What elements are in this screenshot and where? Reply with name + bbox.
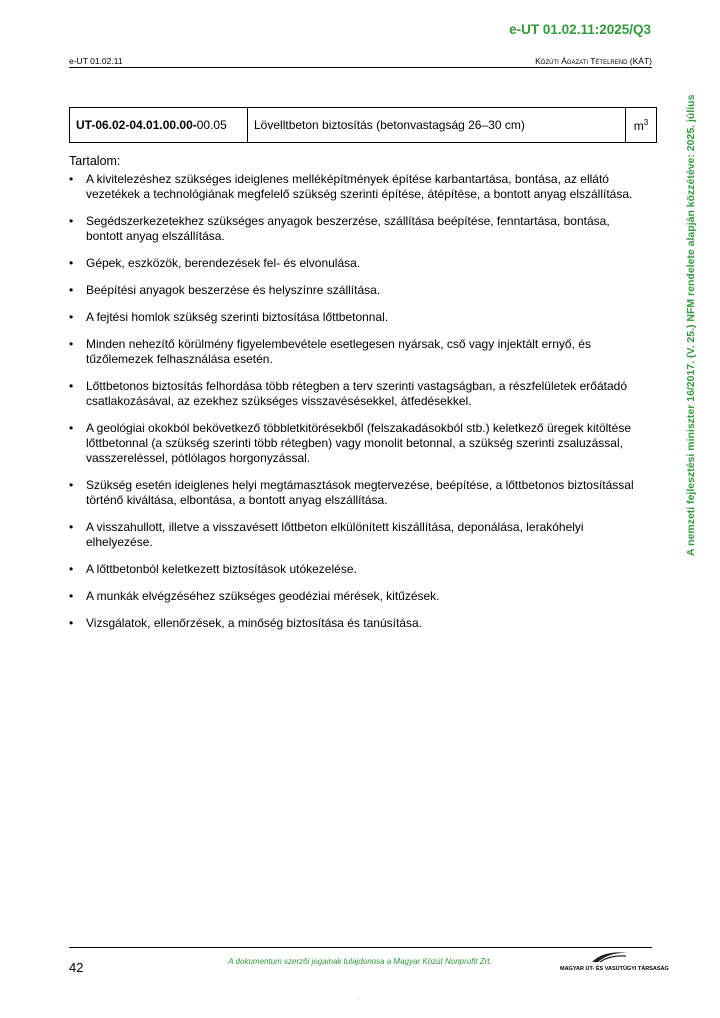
header-divider <box>69 67 652 68</box>
item-table <box>69 107 657 143</box>
item-code-cell <box>70 108 248 143</box>
content-title: Tartalom: <box>69 154 121 168</box>
list-item: • Gépek, eszközök, berendezések fel- és elvonulása. <box>69 256 649 271</box>
header-document-id: e-UT 01.02.11 <box>69 56 123 66</box>
item-unit-cell <box>626 108 657 143</box>
item-code-main: UT-06.02-04.01.00.00- <box>76 118 197 132</box>
item-description: Lövelltbeton biztosítás (betonvastagság 26–30 cm) <box>248 108 626 143</box>
list-item: • Lőttbetonos biztosítás felhordása több rétegben a terv szerinti vastagságban, a részfelületek erőátadó csatlakozásával, az ezekhez szükséges visszavésésekkel, átfedésekkel. <box>69 379 649 409</box>
footer-divider <box>69 947 652 948</box>
list-item: • A lőttbetonból keletkezett biztosítások utókezelése. <box>69 562 649 577</box>
item-row <box>70 108 657 143</box>
logo-swoosh-icon <box>590 950 630 964</box>
organization-logo <box>560 950 669 972</box>
document-id-top: e-UT 01.02.11:2025/Q3 <box>509 22 651 37</box>
header-document-title: Közúti Ágazati Tételrend (KÁT) <box>535 56 652 66</box>
list-item: • A visszahullott, illetve a visszavésett lőttbeton elkülönített kiszállítása, deponálása, lerakóhelyi elhelyezése. <box>69 520 649 550</box>
list-item: • Minden nehezítő körülmény figyelembevétele esetlegesen nyársak, cső vagy injektált ernyő, és tűzőlemezek felhasználása esetén. <box>69 337 649 367</box>
list-item: • Vizsgálatok, ellenőrzések, a minőség biztosítása és tanúsítása. <box>69 616 649 631</box>
item-unit-exponent: 3 <box>643 117 649 127</box>
publication-side-note: A nemzeti fejlesztési miniszter 16/2017. (V. 25.) NFM rendelete alapján közzétéve: 2025. július <box>685 95 697 557</box>
list-item: • A munkák elvégzéséhez szükséges geodéziai mérések, kitűzések. <box>69 589 649 604</box>
item-unit-base: m <box>633 118 644 133</box>
page-number: 42 <box>69 960 84 975</box>
content-list <box>69 172 649 643</box>
item-code-suffix: 00.05 <box>196 118 227 132</box>
list-item: • A fejtési homlok szükség szerinti biztosítása lőttbetonnal. <box>69 310 649 325</box>
list-item: • Szükség esetén ideiglenes helyi megtámasztások megtervezése, beépítése, a lőttbetonos biztosítással történő kiváltása, elbontása, a bontott anyag elszállítása. <box>69 478 649 508</box>
list-item: • A kivitelezéshez szükséges ideiglenes melléképítmények építése karbantartása, bontása, az ellátó vezetékek a technológiának megfelelő szükség szerinti építése, átépítése, a bontott anyag elszállítása. <box>69 172 649 202</box>
list-item: • Segédszerkezetekhez szükséges anyagok beszerzése, szállítása beépítése, fenntartása, bontása, bontott anyag elszállítása. <box>69 214 649 244</box>
list-item: • A geológiai okokból bekövetkező többletkitörésekből (felszakadásokból stb.) keletkező üregek kitöltése lőttbetonnal (a szükség szerinti több rétegben) vagy monolit betonnal, a szükség szerinti zsaluzással, vasszereléssel, pótlólagos horgonyzással. <box>69 421 649 466</box>
footer-mark: . <box>358 995 360 1002</box>
logo-text: MAGYAR ÚT- ÉS VASÚTÜGYI TÁRSASÁG <box>560 966 669 972</box>
list-item: • Beépítési anyagok beszerzése és helyszínre szállítása. <box>69 283 649 298</box>
copyright-notice: A dokumentum szerzői jogainak tulajdonosa a Magyar Közút Nonprofit Zrt. <box>228 957 492 966</box>
